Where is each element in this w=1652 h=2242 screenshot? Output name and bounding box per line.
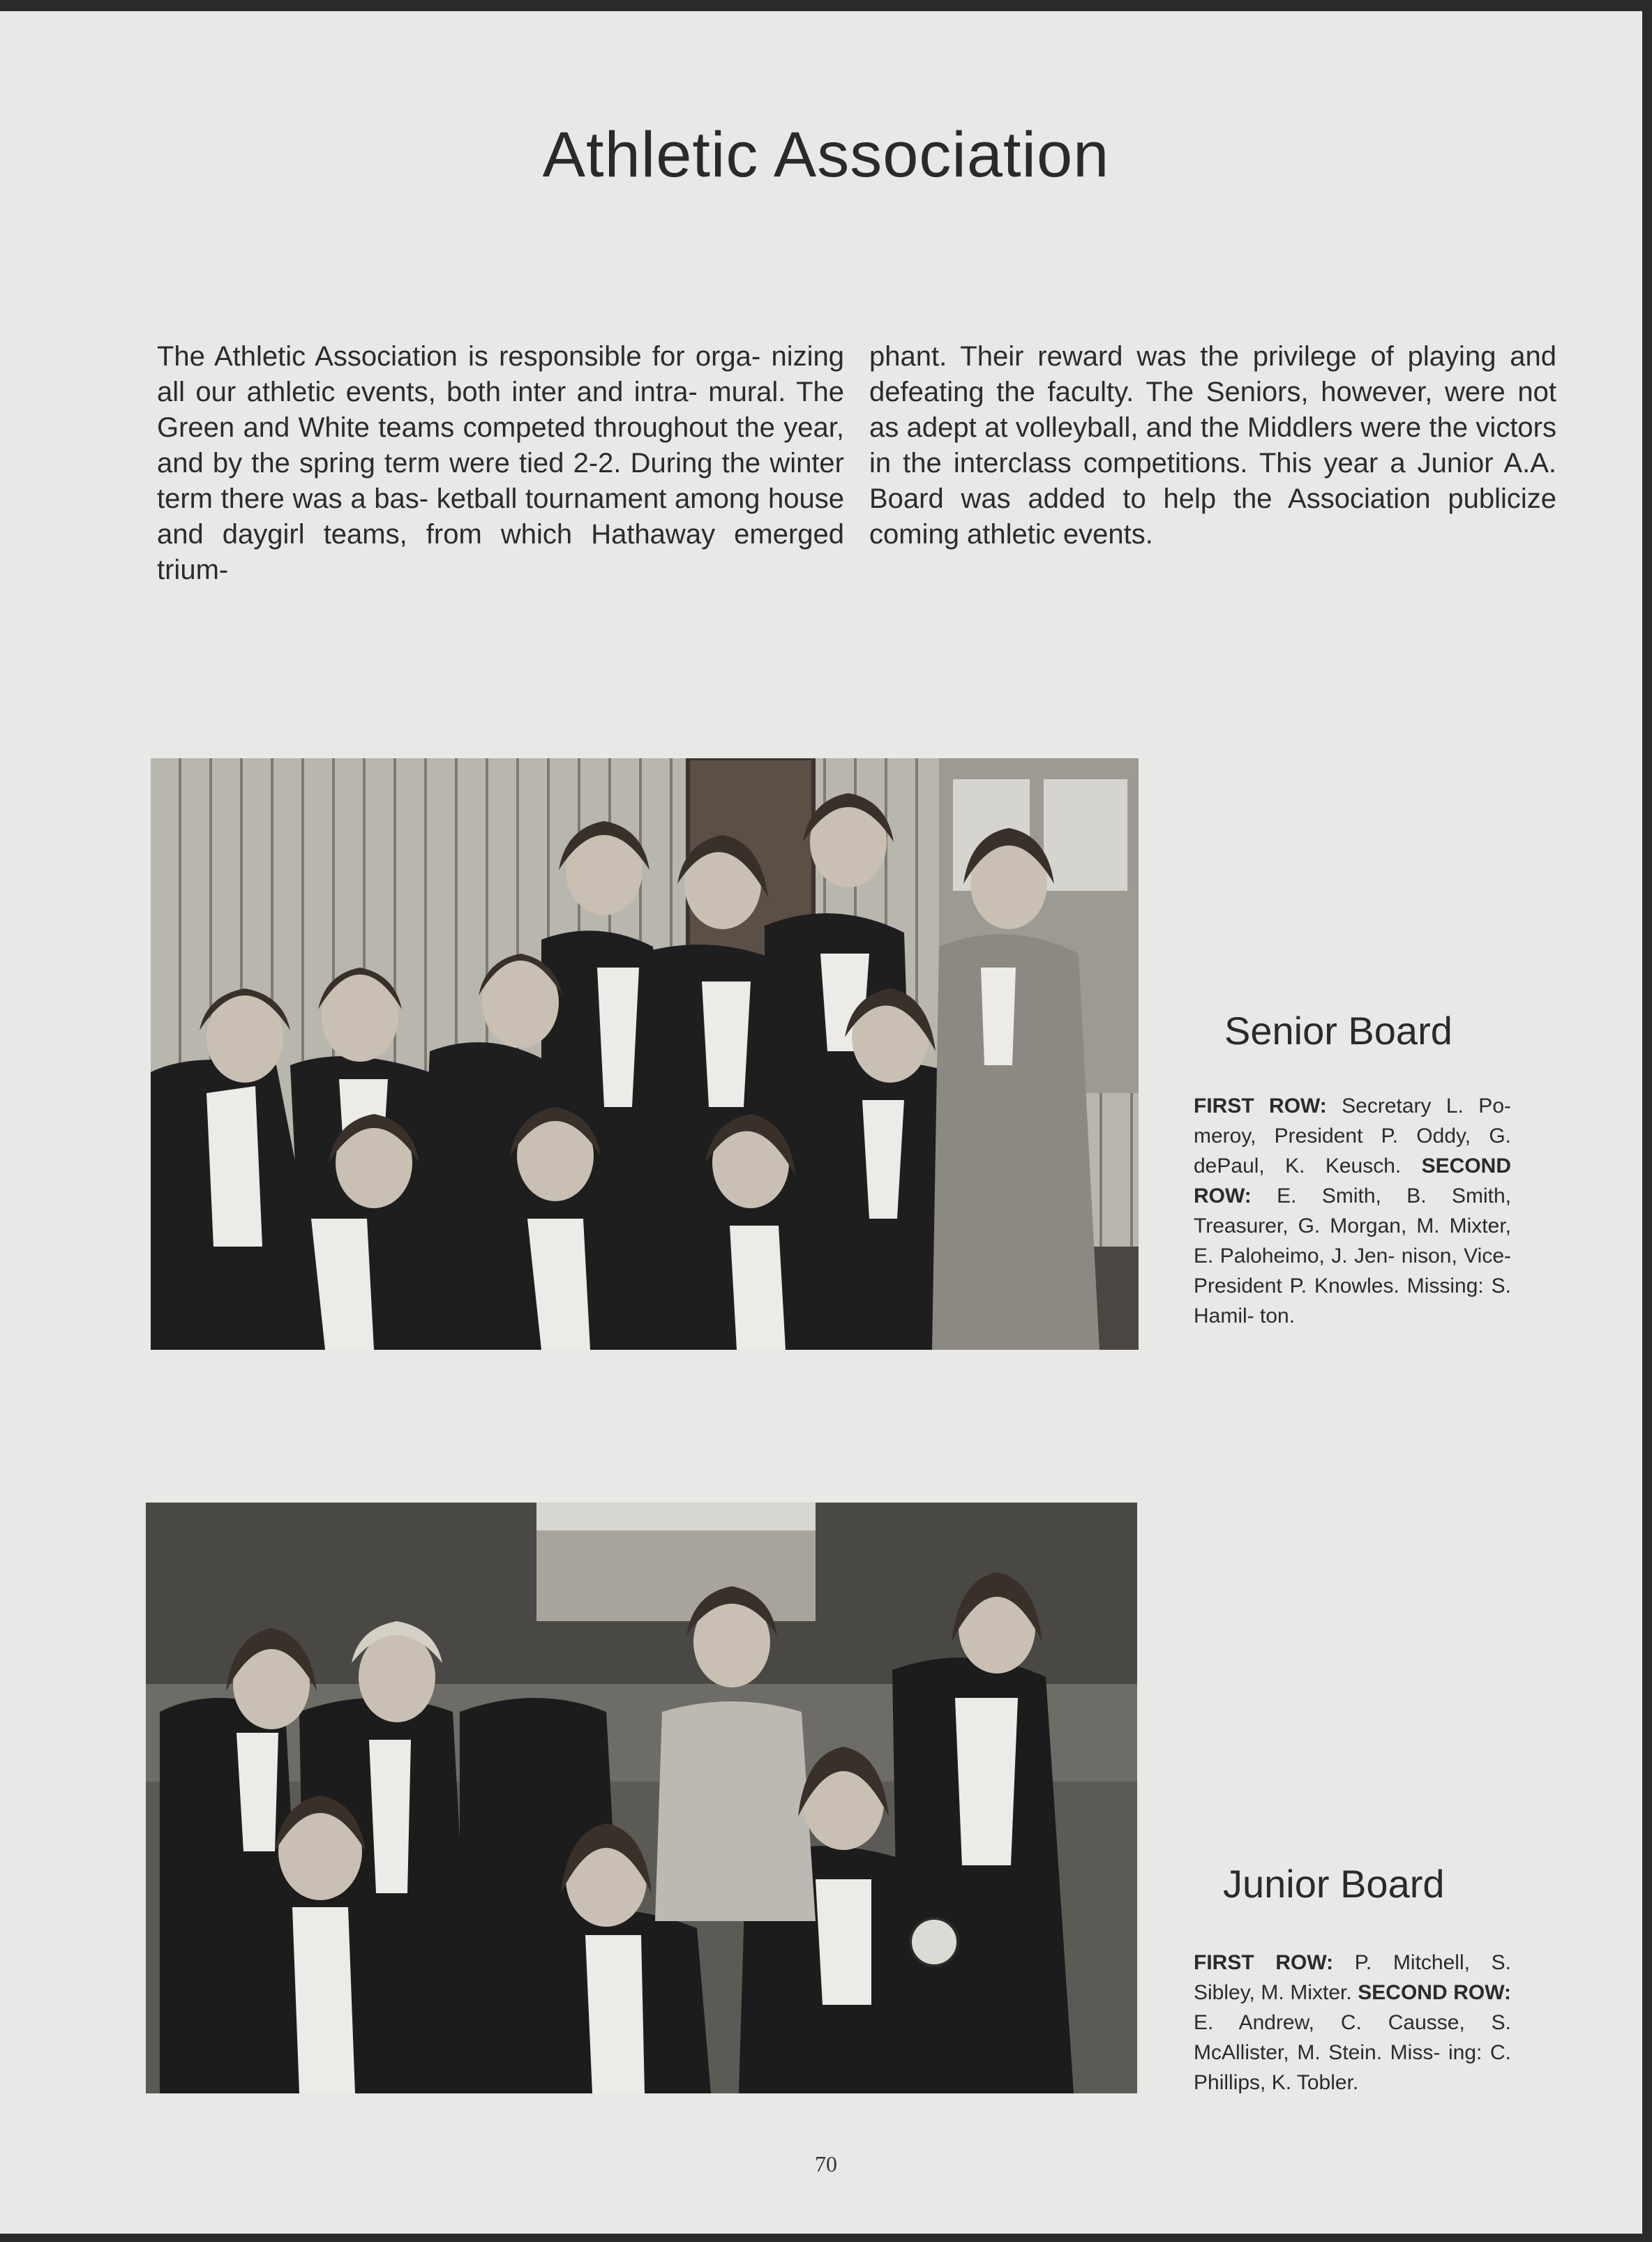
senior-board-caption <box>1194 1091 1511 1331</box>
intro-column-right: phant. Their reward was the privilege of playing and defeating the faculty. The Seniors, however, were not as adept at volleyball, and the Middlers were the victors in the interclass competitions. This year a Junior A.A. Board was added to help the Association publicize coming athletic events. <box>869 341 1556 550</box>
scan-edge-top <box>0 0 1652 11</box>
page-number: 70 <box>815 2151 837 2176</box>
senior-board-heading: Senior Board <box>1224 1009 1452 1053</box>
junior-board-photo <box>146 1503 1137 2093</box>
scan-edge-bottom <box>0 2234 1652 2242</box>
senior-caption-label-2: SECOND ROW: <box>1194 1154 1511 1207</box>
intro-column-left: The Athletic Association is responsible for orga- nizing all our athletic events, both inter and intra- mural. The Green and White teams competed throughout the year, and by the spring term were tied 2-2. During the winter term there was a bas- ketball tournament among house and daygirl teams, from which Hathaway emerged trium- <box>157 341 844 585</box>
junior-caption-label-2: SECOND ROW: <box>1358 1981 1511 2004</box>
scan-edge-right <box>1642 0 1652 2242</box>
page-title: Athletic Association <box>542 119 1110 190</box>
junior-caption-text-1: P. Mitchell, S. Sibley, M. Mixter. <box>1194 1951 1511 2004</box>
senior-caption-text-2: E. Smith, B. Smith, Treasurer, G. Morgan, M. Mixter, E. Paloheimo, J. Jen- nison, Vice-President P. Knowles. Missing: S. Hamil- ton. <box>1194 1184 1511 1327</box>
junior-board-photo-illustration <box>146 1503 1137 2093</box>
junior-board-heading: Junior Board <box>1223 1862 1445 1906</box>
senior-caption-text-1: Secretary L. Po- meroy, President P. Oddy, G. dePaul, K. Keusch. <box>1194 1094 1511 1178</box>
junior-board-caption <box>1194 1948 1511 2098</box>
junior-caption-text-2: E. Andrew, C. Causse, S. McAllister, M. Stein. Miss- ing: C. Phillips, K. Tobler. <box>1194 2011 1511 2094</box>
senior-caption-label-1: FIRST ROW: <box>1194 1094 1327 1118</box>
junior-caption-label-1: FIRST ROW: <box>1194 1951 1334 1974</box>
senior-board-photo <box>151 758 1139 1350</box>
senior-board-photo-illustration <box>151 758 1139 1350</box>
